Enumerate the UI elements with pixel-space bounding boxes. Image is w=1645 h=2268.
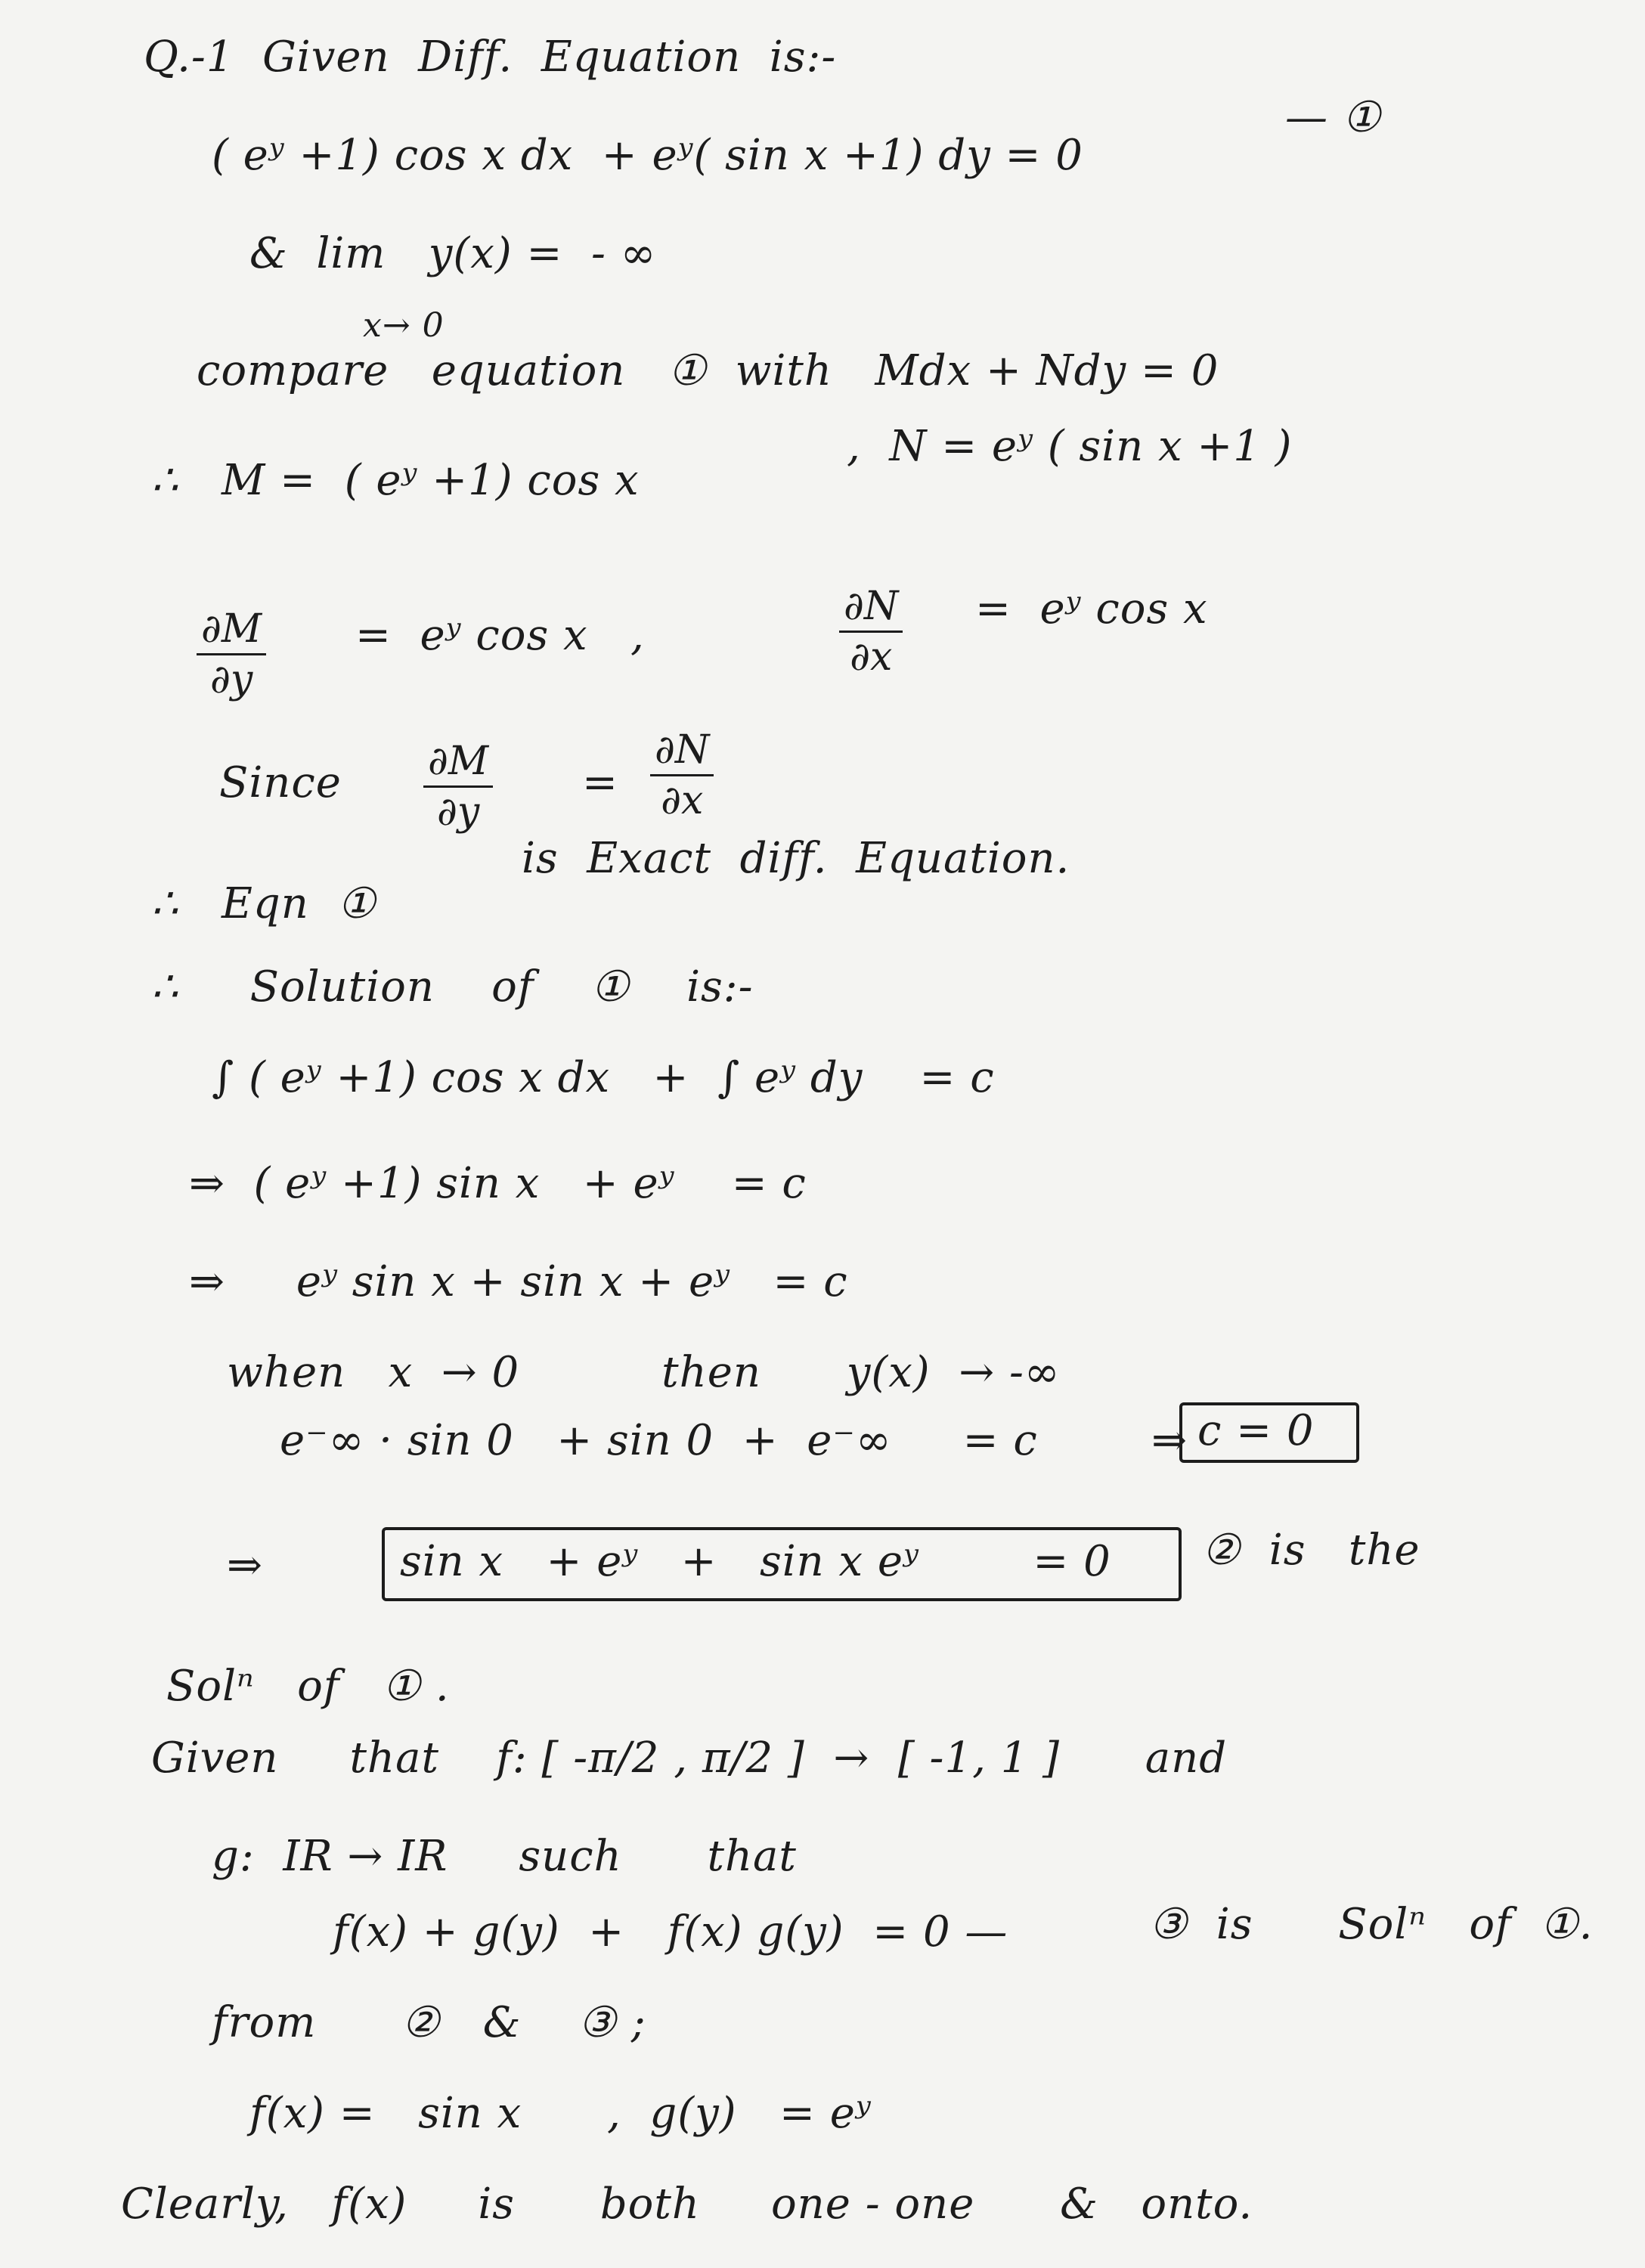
fraction-denominator: ∂x <box>661 778 704 823</box>
given-g: g: IR → IR such that <box>212 1832 797 1881</box>
m-definition: ∴ M = ( eʸ +1) cos x <box>151 456 640 505</box>
fraction-numerator: ∂M <box>423 737 493 788</box>
limit-condition: & lim y(x) = - ∞ <box>249 229 657 278</box>
since-dM-dy <box>423 737 493 836</box>
final-solution: sin x + eʸ + sin x eʸ = 0 <box>400 1537 1111 1586</box>
implies-arrow: ⇒ <box>227 1541 263 1590</box>
step-2: ⇒ eʸ sin x + sin x + eʸ = c <box>189 1257 848 1306</box>
dN-value: = eʸ cos x <box>975 584 1208 634</box>
since-dN-dx <box>650 726 714 825</box>
fraction-numerator: ∂N <box>839 582 903 633</box>
n-definition: , N = eʸ ( sin x +1 ) <box>847 422 1293 471</box>
constant-result: c = 0 <box>1197 1406 1315 1455</box>
given-f: Given that f: [ -π/2 , π/2 ] → [ -1, 1 ] and <box>151 1734 1228 1783</box>
substitution-line: e⁻∞ · sin 0 + sin 0 + e⁻∞ = c ⇒ <box>280 1416 1188 1465</box>
integral-line: ∫ ( eʸ +1) cos x dx + ∫ eʸ dy = c <box>212 1053 995 1102</box>
final-solution-label: ② is the <box>1202 1526 1420 1575</box>
exact-statement: is Exact diff. Equation. <box>522 834 1070 883</box>
dM-dy-fraction <box>197 605 266 704</box>
dM-value: = eʸ cos x , <box>355 611 645 660</box>
solution-heading: ∴ Solution of ① is:- <box>151 962 754 1012</box>
dN-dx-fraction <box>839 582 903 681</box>
step-1: ⇒ ( eʸ +1) sin x + eʸ = c <box>189 1159 807 1208</box>
when-condition: when x → 0 then y(x) → -∞ <box>227 1348 1061 1397</box>
fraction-denominator: ∂x <box>850 634 893 680</box>
eqn-label: ∴ Eqn ① <box>151 879 376 928</box>
question-header: Q.-1 Given Diff. Equation is:- <box>144 33 837 82</box>
since-equals: = <box>582 758 618 807</box>
equation-1: ( eʸ +1) cos x dx + eʸ( sin x +1) dy = 0 <box>212 131 1083 180</box>
fraction-numerator: ∂N <box>650 726 714 776</box>
final-solution-box <box>382 1527 1182 1601</box>
solution-of-1: Solⁿ of ① . <box>166 1662 450 1711</box>
fraction-denominator: ∂y <box>209 657 253 702</box>
limit-subscript: x→ 0 <box>363 306 445 345</box>
from-line: from ② & ③ ; <box>212 1998 646 2047</box>
since-label: Since <box>219 758 342 807</box>
fraction-numerator: ∂M <box>197 605 266 655</box>
f-and-g-result: f(x) = sin x , g(y) = eʸ <box>249 2089 872 2138</box>
compare-line: compare equation ① with Mdx + Ndy = 0 <box>197 346 1219 395</box>
equation-1-label: — ① <box>1285 93 1382 142</box>
equation-3: f(x) + g(y) + f(x) g(y) = 0 — <box>333 1907 1008 1957</box>
constant-result-box <box>1179 1402 1359 1463</box>
conclusion-line: Clearly, f(x) is both one - one & onto. <box>121 2180 1253 2229</box>
fraction-denominator: ∂y <box>436 789 480 835</box>
equation-3-label: ③ is Solⁿ of ①. <box>1149 1900 1594 1949</box>
